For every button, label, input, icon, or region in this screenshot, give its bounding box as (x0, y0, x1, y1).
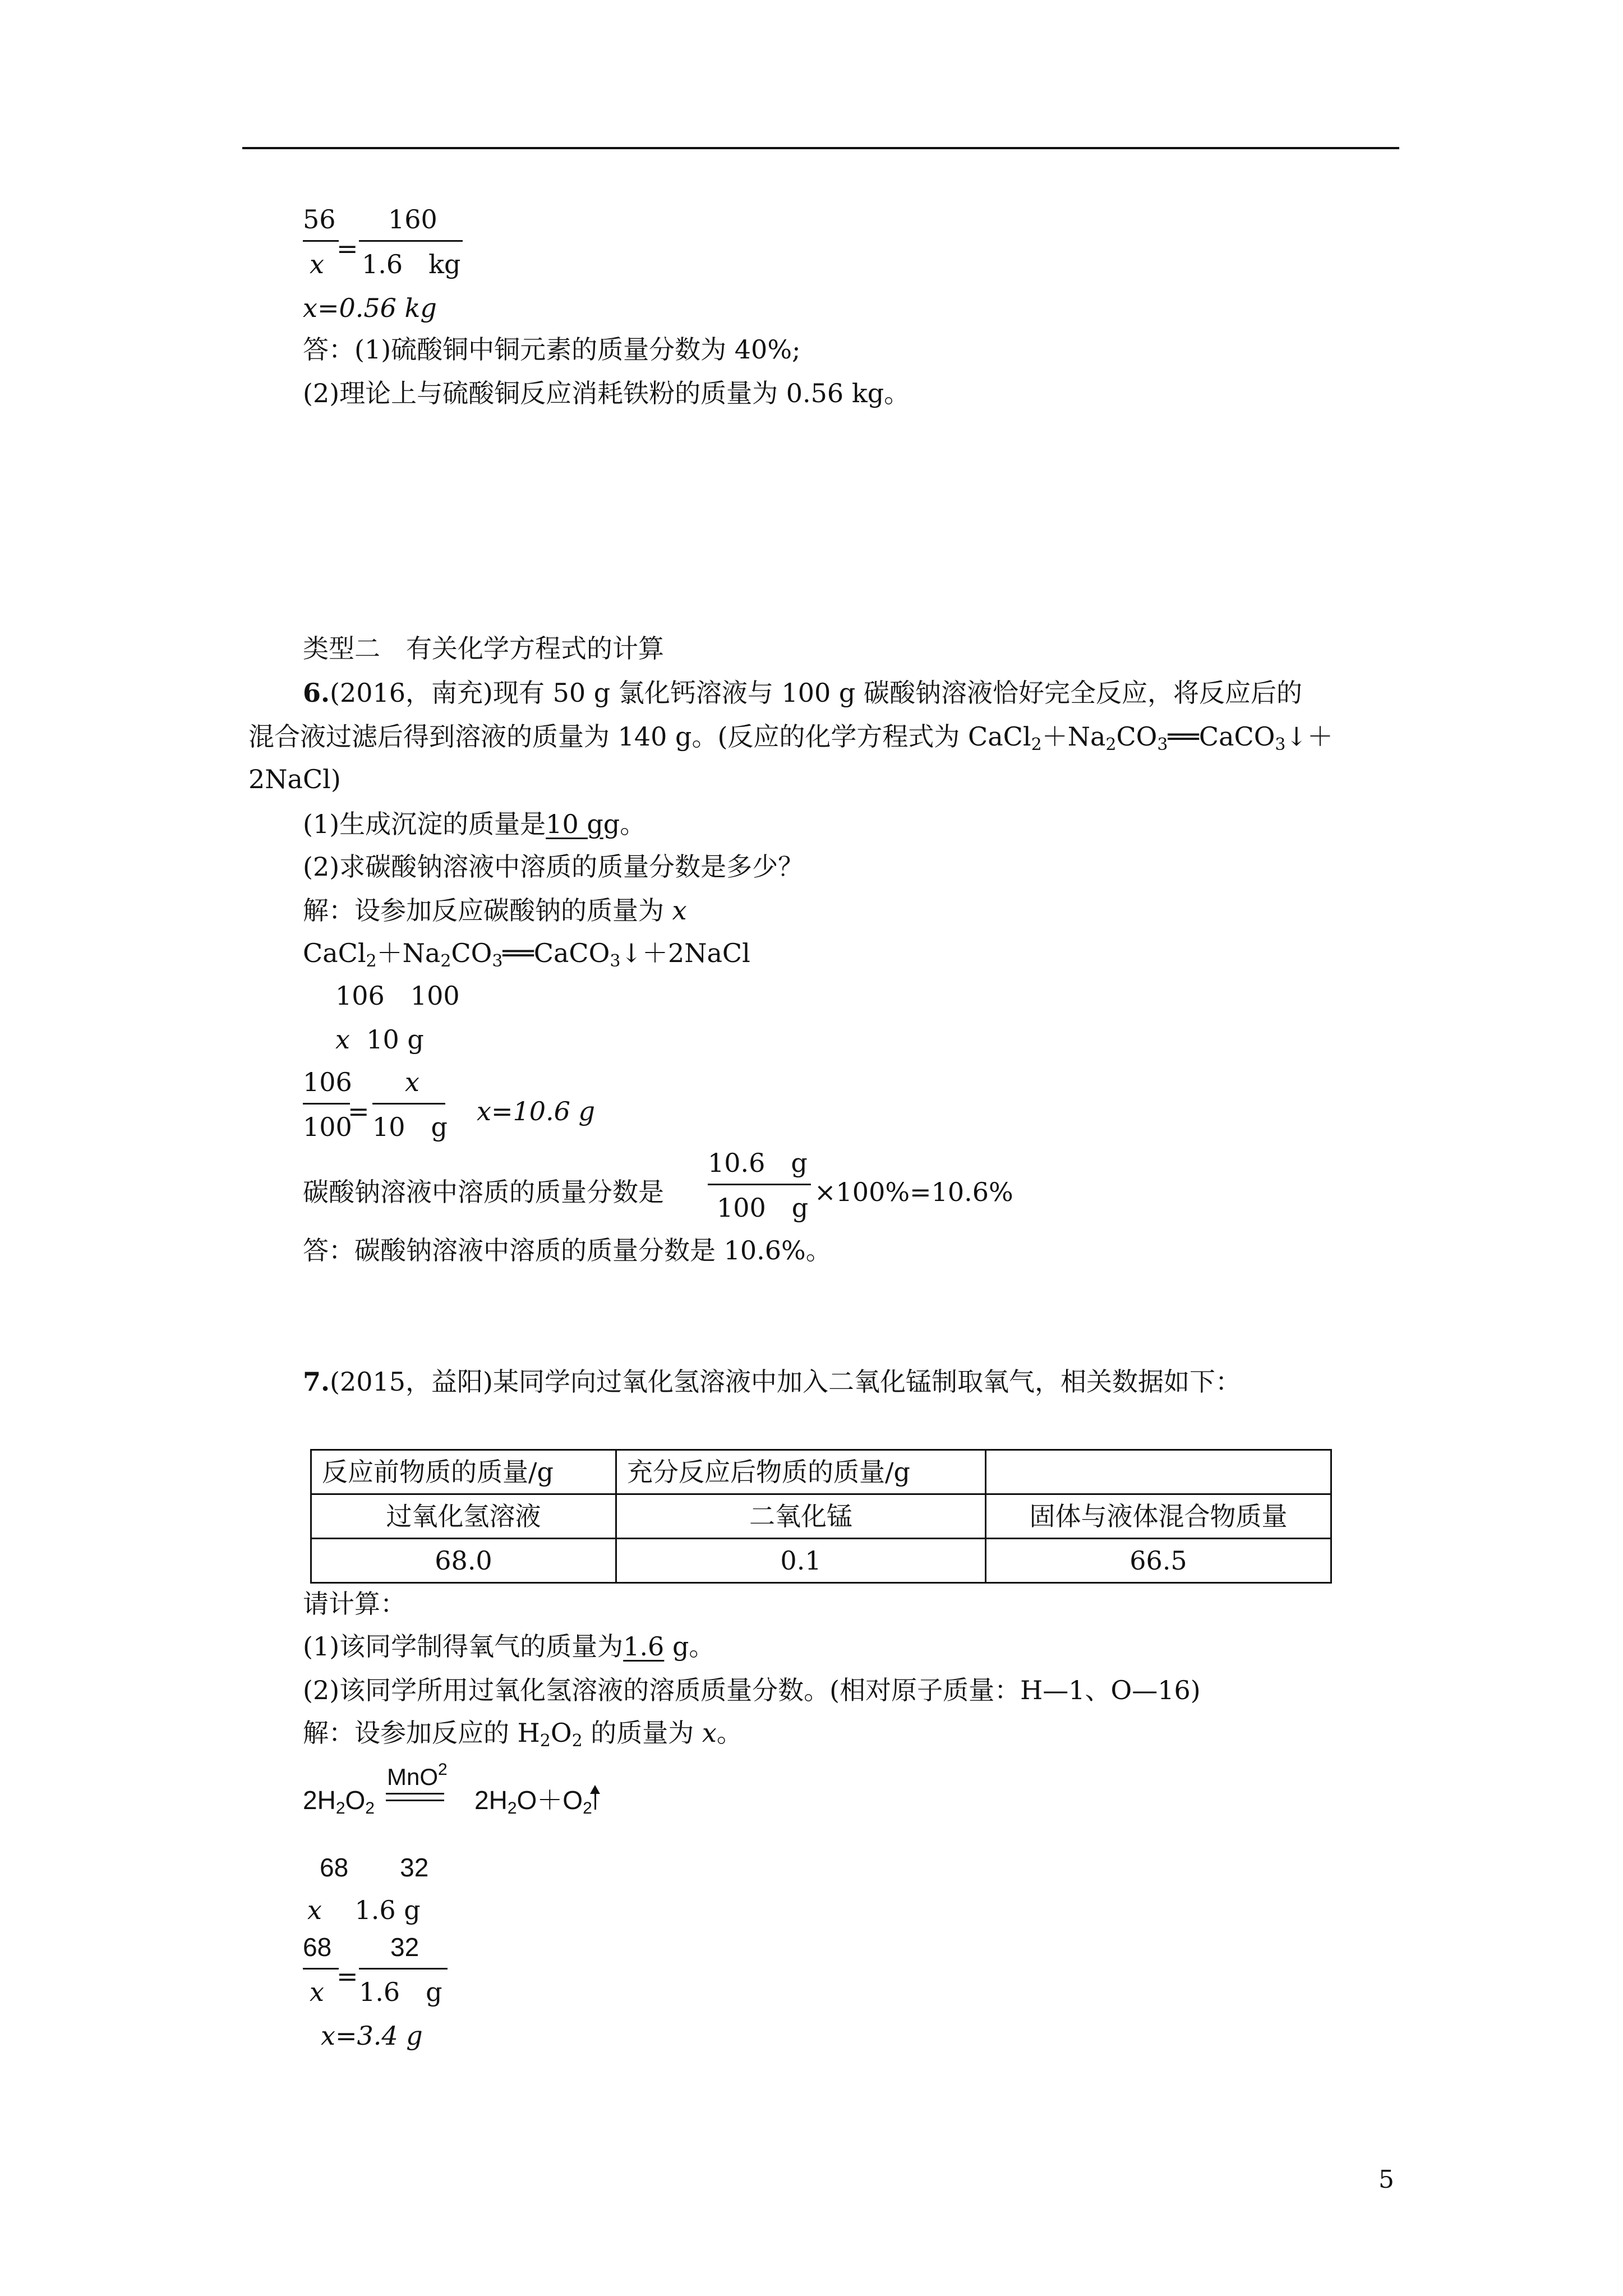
sub-1-prefix: (1)生成沉淀的质量是 (303, 809, 546, 839)
line-text: ══CaCO (1168, 721, 1275, 752)
eq-part: CaCl (303, 938, 366, 968)
gas-arrow-head-icon (590, 1785, 600, 1794)
fraction-106-over-100 (303, 1069, 353, 1142)
fraction-10.6g-over-100g (708, 1150, 820, 1223)
line-text: ＋Na (1041, 721, 1106, 752)
table-row (311, 1494, 1331, 1539)
data-table (310, 1449, 1332, 1584)
percent-prefix: 碳酸钠溶液中溶质的质量分数是 (303, 1177, 664, 1207)
table-cell: 充分反应后物质的质量/g (616, 1450, 986, 1494)
mass-row-1: 68 32 (320, 1853, 429, 1882)
question-7-sub-1 (303, 1631, 715, 1662)
sub-1-suffix: g。 (603, 809, 646, 839)
question-7-line-1 (303, 1366, 1241, 1397)
mass-variable: x (307, 1895, 322, 1925)
sub-1-answer: 1.6 (623, 1631, 665, 1662)
fraction-x-over-10g (372, 1069, 451, 1142)
equals-sign: = (336, 233, 358, 264)
denominator: 1.6 kg (362, 249, 461, 279)
equation-left: $2H_2O_2$ (303, 1786, 375, 1818)
question-number: 7. (303, 1366, 330, 1397)
numerator: 160 (388, 204, 437, 234)
percent-suffix: ×100%=10.6% (814, 1177, 1013, 1207)
numerator: x (405, 1067, 419, 1097)
solve-variable: x (702, 1718, 717, 1748)
result-line: x=3.4 g (321, 2021, 423, 2051)
numerator: 68 (303, 1932, 332, 1962)
result-line: x=0.56 kg (303, 293, 437, 323)
question-6-sub-1 (303, 811, 645, 837)
solve-text: 解：设参加反应碳酸钠的质量为 (303, 895, 672, 926)
table-cell: 66.5 (986, 1539, 1331, 1583)
eq-part: ＋Na (376, 938, 441, 968)
sub-1-prefix: (1)该同学制得氧气的质量为 (303, 1631, 624, 1662)
question-6-solve (303, 895, 687, 926)
equals-sign: = (336, 1961, 358, 1991)
numerator: 32 (390, 1932, 419, 1962)
question-6-answer: 答：碳酸钠溶液中溶质的质量分数是 10.6%。 (303, 1235, 832, 1266)
sub-1-answer: 10 g (546, 809, 603, 839)
eq-part: O＋O (517, 1786, 583, 1815)
catalyst-label (387, 1761, 448, 1789)
result-line: x=10.6 g (477, 1096, 595, 1126)
section-title: 类型二 有关化学方程式的计算 (303, 633, 664, 664)
solve-part: 的质量为 (582, 1718, 702, 1748)
line-text: 混合液过滤后得到溶液的质量为 140 g。(反应的化学方程式为 CaCl (248, 721, 1031, 752)
reaction-equals-line (386, 1793, 444, 1795)
mass-row-2 (307, 1897, 421, 1923)
denominator: 100 (303, 1112, 352, 1142)
table-cell: 0.1 (616, 1539, 986, 1583)
numerator: 10.6 g (708, 1148, 808, 1178)
table-cell: 过氧化氢溶液 (311, 1494, 616, 1539)
solve-part: O (550, 1718, 572, 1748)
mass-variable: x (335, 1024, 350, 1055)
question-6-text: (2016，南充)现有 50 g 氯化钙溶液与 100 g 碳酸钠溶液恰好完全反应，将反应后的 (330, 678, 1302, 708)
denominator: 10 g (372, 1112, 448, 1142)
eq-part: 2H (474, 1786, 508, 1815)
eq-part: 2H (303, 1786, 336, 1815)
calc-label: 请计算： (303, 1589, 406, 1619)
equation-right: $2H_2O+O_2$ (474, 1786, 592, 1818)
denominator: 1.6 g (359, 1977, 442, 2007)
eq-part: ══CaCO (502, 938, 610, 968)
line-text: ↓＋ (1285, 721, 1334, 752)
sub-1-suffix: g。 (664, 1631, 715, 1662)
header-rule (242, 147, 1399, 149)
table-cell: 68.0 (311, 1539, 616, 1583)
question-7-solve: 解：设参加反应的 $H_2O_2$ 的质量为 x。 (303, 1718, 743, 1751)
mass-value: 1.6 g (354, 1895, 421, 1925)
eq-part: CO (451, 938, 492, 968)
fraction-160-over-1.6kg (359, 206, 471, 279)
mass-row-1: 106 100 (335, 981, 460, 1011)
page-number: 5 (1378, 2165, 1394, 2194)
catalyst-sup: 2 (438, 1760, 448, 1779)
question-6-equation: $CaCl_2+Na_2CO_3══CaCO_3↓+2NaCl$ (303, 938, 750, 971)
solve-part: 解：设参加反应的 H (303, 1718, 540, 1748)
question-6-line-3: 2NaCl) (248, 764, 341, 794)
answer-line-2: (2)理论上与硫酸铜反应消耗铁粉的质量为 0.56 kg。 (303, 378, 910, 408)
reaction-equals-line (386, 1800, 444, 1801)
solve-part: 。 (716, 1718, 743, 1748)
denominator: x (310, 1977, 324, 2007)
table-row (311, 1539, 1331, 1583)
eq-part: O (345, 1786, 366, 1815)
denominator: 100 g (717, 1193, 809, 1223)
catalyst-text: MnO (387, 1764, 439, 1790)
question-6-sub-2: (2)求碳酸钠溶液中溶质的质量分数是多少？ (303, 852, 804, 882)
numerator: 106 (303, 1067, 352, 1097)
answer-line-1: 答：(1)硫酸铜中铜元素的质量分数为 40%; (303, 334, 801, 365)
equals-sign: = (348, 1096, 370, 1126)
eq-part: ↓＋2NaCl (620, 938, 750, 968)
table-cell (986, 1450, 1331, 1494)
denominator: x (310, 249, 324, 279)
table-cell: 固体与液体混合物质量 (986, 1494, 1331, 1539)
table-cell: 反应前物质的质量/g (311, 1450, 616, 1494)
question-7-sub-2: (2)该同学所用过氧化氢溶液的溶质质量分数。(相对原子质量：H—1、O—16) (303, 1675, 1201, 1705)
question-6-line-2: 混合液过滤后得到溶液的质量为 140 g。(反应的化学方程式为 $CaCl_2+Na_2CO_3══CaCO_3↓+$ (248, 721, 1334, 754)
mass-value: 10 g (366, 1024, 424, 1055)
question-6-line-1 (303, 680, 1302, 706)
mass-row-2 (335, 1024, 424, 1055)
numerator: 56 (303, 204, 336, 234)
line-text: CO (1116, 721, 1158, 752)
table-cell: 二氧化锰 (616, 1494, 986, 1539)
table-row (311, 1450, 1331, 1494)
solve-variable: x (672, 895, 687, 926)
fraction-32-over-1.6g (359, 1934, 454, 2007)
question-7-text: (2015，益阳)某同学向过氧化氢溶液中加入二氧化锰制取氧气，相关数据如下： (330, 1366, 1241, 1397)
question-number: 6. (303, 678, 330, 708)
